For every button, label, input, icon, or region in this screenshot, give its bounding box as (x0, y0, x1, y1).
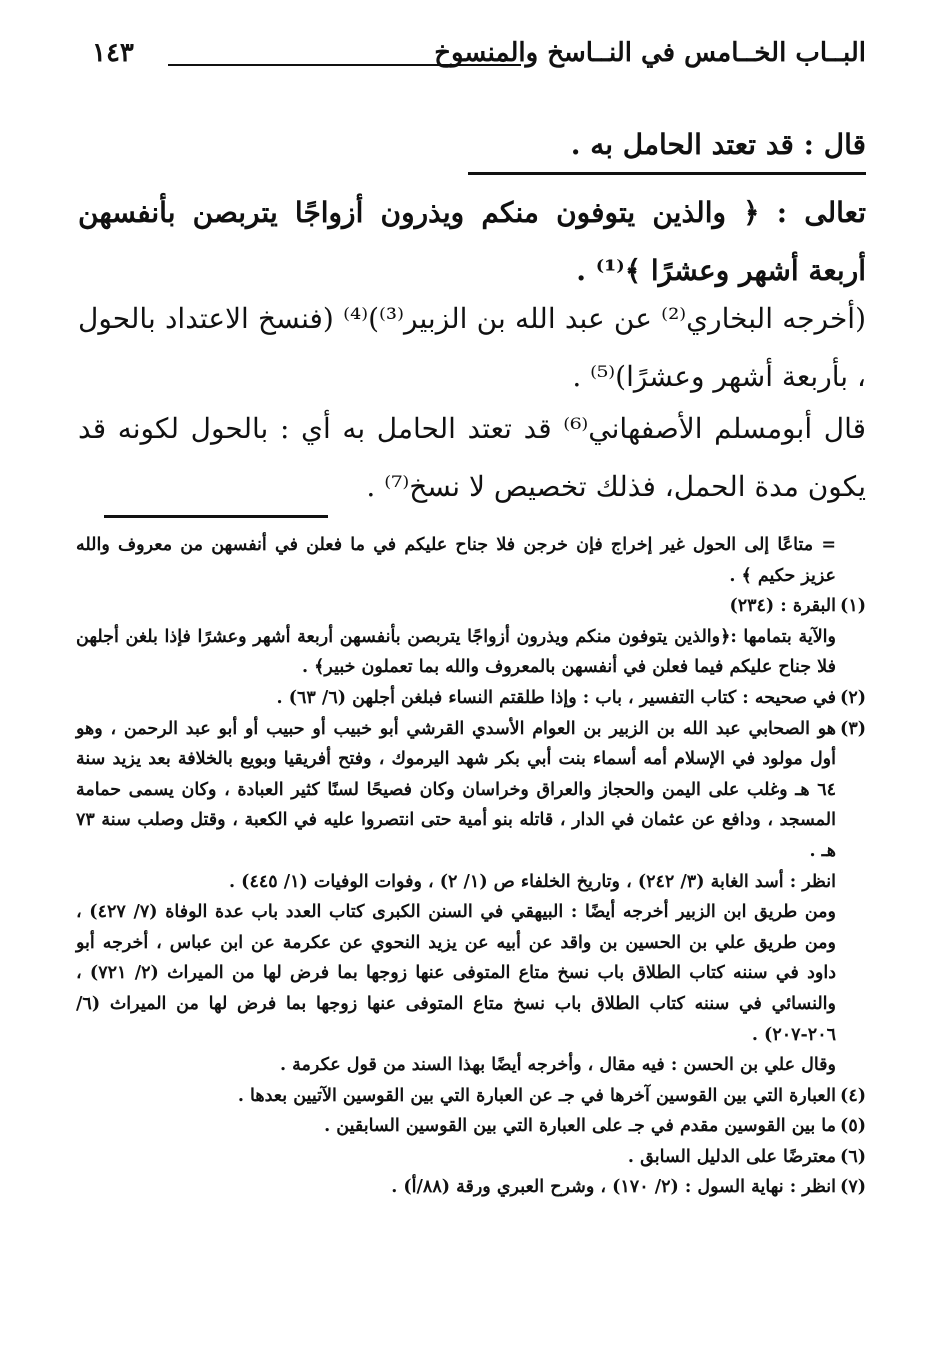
footnote-text: معترضًا على الدليل السابق . (627, 1146, 836, 1167)
verse-paragraph: تعالى : ﴿ والذين يتوفون منكم ويذرون أزواجًا يتربصن بأنفسهن أربعة أشهر وعشرًا ﴾⁽¹⁾ . (78, 196, 866, 287)
footnote-3-sources (76, 867, 866, 898)
running-header (60, 38, 866, 88)
footnote-text: العبارة التي بين القوسين آخرها في جـ عن العبارة التي بين القوسين الآتيين بعدها . (237, 1085, 836, 1106)
footnote-text: والآية بتمامها :﴿والذين يتوفون منكم ويذرون أزواجًا يتربصن بأنفسهن أربعة أشهر وعشرًا فإذا بلغن أجلهن فلا جناح عليكم فيما فعلن في أنفسهن بالمعروف والله بما تعملون خبير﴾ . (76, 626, 836, 678)
footnote-number: (٧) (840, 1177, 866, 1198)
footnote-3-comment (76, 1050, 866, 1081)
page-number: ١٤٣ (92, 38, 134, 68)
chapter-title: البــاب الخــامس في النــاسخ والمنسوخ (434, 38, 866, 68)
header-rule (168, 64, 521, 66)
footnote-number: (٢) (840, 687, 866, 708)
footnote-number: (١) (840, 596, 866, 617)
footnote-6 (76, 1142, 866, 1173)
footnote-number: (٥) (840, 1116, 866, 1137)
footnotes (76, 530, 866, 1203)
footnote-1-detail (76, 622, 866, 683)
footnote-1 (76, 591, 866, 622)
footnote-text: هو الصحابي عبد الله بن الزبير بن العوام الأسدي القرشي أبو خبيب أو حبيب أو أبو عبد الرحمن ، وهو أول مولود في الإسلام أمه أسماء بنت أبي بكر شهد اليرموك ، وفتح أفريقيا وبويع بالخلافة بعد يزيد سنة ٦٤ هـ وغلب على اليمن والحجاز والعراق وخراسان وكان فصيحًا لسنًا كثير العبادة ، وكان يسمى حمامة المسجد ، ودافع عن عثمان في الدار ، قاتله بنو أمية حتى انتصروا عليه في الكعبة ، وقتل وصلب سنة ٧٣ هـ . (76, 718, 836, 861)
footnote-text: ومن طريق ابن الزبير أخرجه أيضًا : البيهقي في السنن الكبرى كتاب العدد باب عدة الوفاة (٧/ ٤٢٧) ، ومن طريق علي بن الحسين بن واقد عن أبيه عن يزيد النحوي عن عكرمة عن ابن عباس ، أخرجه أبو داود في سننه كتاب الطلاق باب نسخ متاع المتوفى عنها زوجها بما فرض لها من الميراث (٢/ ٧٢١) ، والنسائي في سننه كتاب الطلاق باب نسخ متاع المتوفى عنها زوجها بما فرض لها من الميراث (٦/ ٢٠٦-٢٠٧) . (76, 902, 837, 1045)
footnote-separator (104, 515, 328, 518)
footnote-7 (76, 1172, 866, 1203)
footnote-number: (٣) (840, 718, 866, 739)
qala-underline (468, 172, 866, 175)
footnote-2 (76, 683, 866, 714)
footnote-continuation (76, 530, 866, 591)
footnote-5 (76, 1111, 866, 1142)
footnote-3 (76, 714, 866, 867)
footnote-text: البقرة : (٢٣٤) (729, 596, 836, 617)
footnote-3-takhrij (76, 897, 866, 1050)
footnote-number: (٦) (840, 1146, 866, 1167)
footnote-text: وقال علي بن الحسن : فيه مقال ، وأخرجه أيضًا بهذا السند من قول عكرمة . (279, 1055, 836, 1076)
qala-heading: قال : قد تعتد الحامل به . (570, 128, 866, 161)
footnote-4 (76, 1081, 866, 1112)
footnote-text: في صحيحه : كتاب التفسير ، باب : وإذا طلقتم النساء فبلغن أجلهن (٦/ ٦٣) . (276, 687, 836, 708)
footnote-text: ما بين القوسين مقدم في جـ على العبارة التي بين القوسين السابقين . (324, 1116, 836, 1137)
footnote-text: انظر : نهاية السول : (٢/ ١٧٠) ، وشرح العبري ورقة (٨٨/أ) . (391, 1177, 836, 1198)
footnote-text: = متاعًا إلى الحول غير إخراج فإن خرجن فلا جناح عليكم في ما فعلن في أنفسهن من معروف والله عزيز حكيم ﴾ . (76, 535, 836, 586)
footnote-text: انظر : أسد الغابة (٣/ ٢٤٢) ، وتاريخ الخلفاء ص (١/ ٢) ، وفوات الوفيات (١/ ٤٤٥) . (228, 871, 836, 892)
bukhari-paragraph: (أخرجه البخاري⁽²⁾ عن عبد الله بن الزبير⁽³⁾)⁽⁴⁾ (فنسخ الاعتداد بالحول ، بأربعة أشهر وعشرًا)⁽⁵⁾ . (78, 302, 866, 393)
footnote-number: (٤) (840, 1085, 866, 1106)
abu-muslim-paragraph: قال أبومسلم الأصفهاني⁽⁶⁾ قد تعتد الحامل به أي : بالحول لكونه قد يكون مدة الحمل، فذلك تخصيص لا نسخ⁽⁷⁾ . (78, 412, 866, 503)
